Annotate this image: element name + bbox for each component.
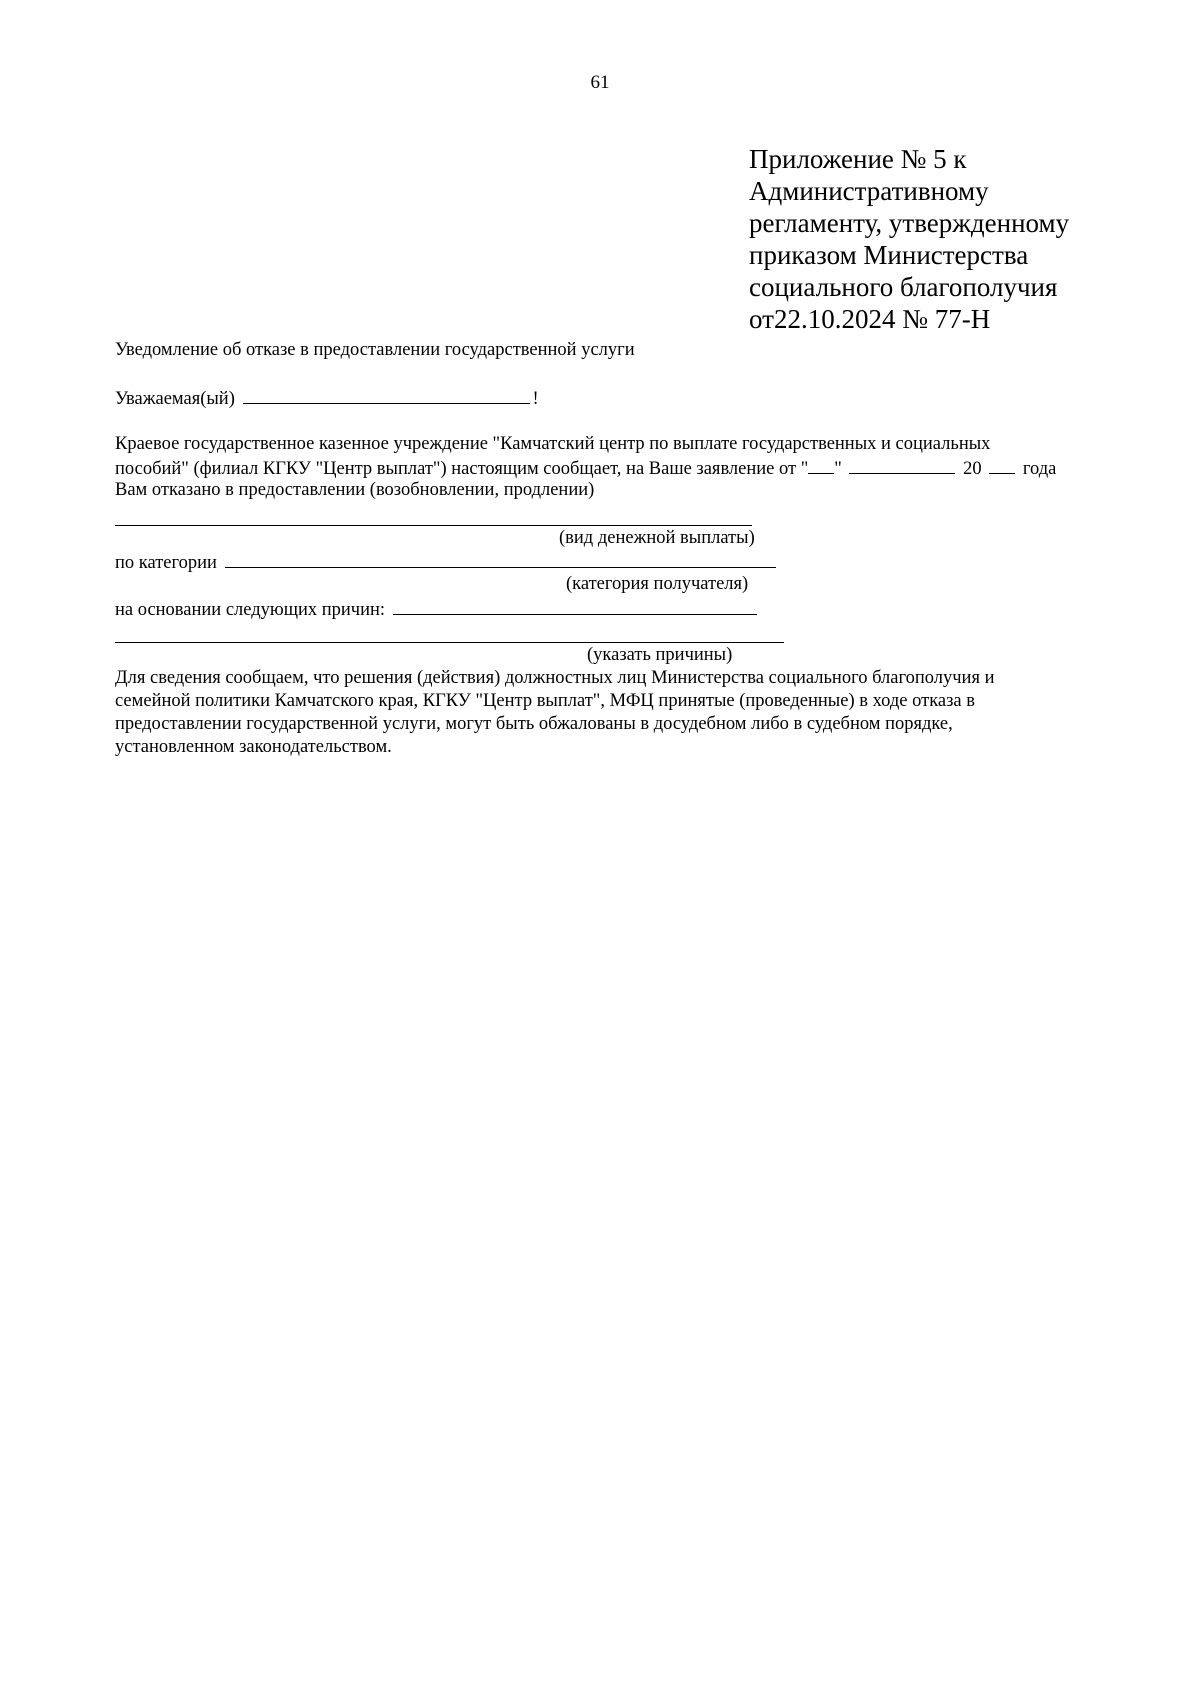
annex-line: Приложение № 5 к [749, 144, 967, 174]
notice-title: Уведомление об отказе в предоставлении государственной услуги [115, 340, 635, 360]
reasons-second-line [115, 642, 784, 643]
greeting-line [115, 386, 1145, 411]
category-blank [225, 550, 776, 568]
appeal-line-3: предоставлении государственной услуги, могут быть обжалованы в досудебном либо в судебном порядке, [115, 714, 953, 734]
application-day-blank [808, 456, 834, 474]
notice-line-2-year-word: года [1022, 459, 1057, 479]
annex-header [749, 143, 1169, 335]
notice-line-2 [115, 456, 1145, 481]
annex-line: приказом Министерства [749, 240, 1029, 270]
appeal-line-2: семейной политики Камчатского края, КГКУ "Центр выплат", МФЦ принятые (проведенные) в ходе отказа в [115, 691, 975, 711]
payment-type-caption: (вид денежной выплаты) [559, 528, 755, 548]
annex-line: социального благополучия [749, 272, 1058, 302]
greeting-suffix: ! [532, 389, 539, 409]
appeal-line-4: установленном законодательством. [115, 737, 392, 757]
annex-line: Административному [749, 176, 989, 206]
reasons-line [115, 597, 1145, 622]
notice-line-2-text: пособий" (филиал КГКУ "Центр выплат") настоящим сообщает, на Ваше заявление от " [115, 459, 809, 479]
category-line [115, 550, 1145, 575]
reasons-label: на основании следующих причин: [115, 600, 386, 620]
reasons-blank [393, 597, 757, 615]
recipient-name-blank [243, 386, 530, 404]
notice-line-1: Краевое государственное казенное учреждение "Камчатский центр по выплате государственных и социальных [115, 434, 991, 454]
category-label: по категории [115, 553, 217, 573]
application-year-blank [989, 456, 1015, 474]
annex-line: регламенту, утвержденному [749, 208, 1070, 238]
application-year-prefix: 20 [963, 459, 982, 479]
annex-line: от22.10.2024 № 77-Н [749, 304, 991, 334]
notice-line-2-quote: " [834, 459, 842, 479]
appeal-line-1: Для сведения сообщаем, что решения (действия) должностных лиц Министерства социального благополучия и [115, 668, 995, 688]
application-month-blank [849, 456, 955, 474]
category-caption: (категория получателя) [566, 574, 749, 594]
greeting-prefix: Уважаемая(ый) [115, 389, 235, 409]
reasons-caption: (указать причины) [587, 645, 733, 665]
payment-type-line [115, 525, 752, 526]
notice-line-3: Вам отказано в предоставлении (возобновлении, продлении) [115, 480, 595, 500]
page-number: 61 [590, 72, 610, 93]
